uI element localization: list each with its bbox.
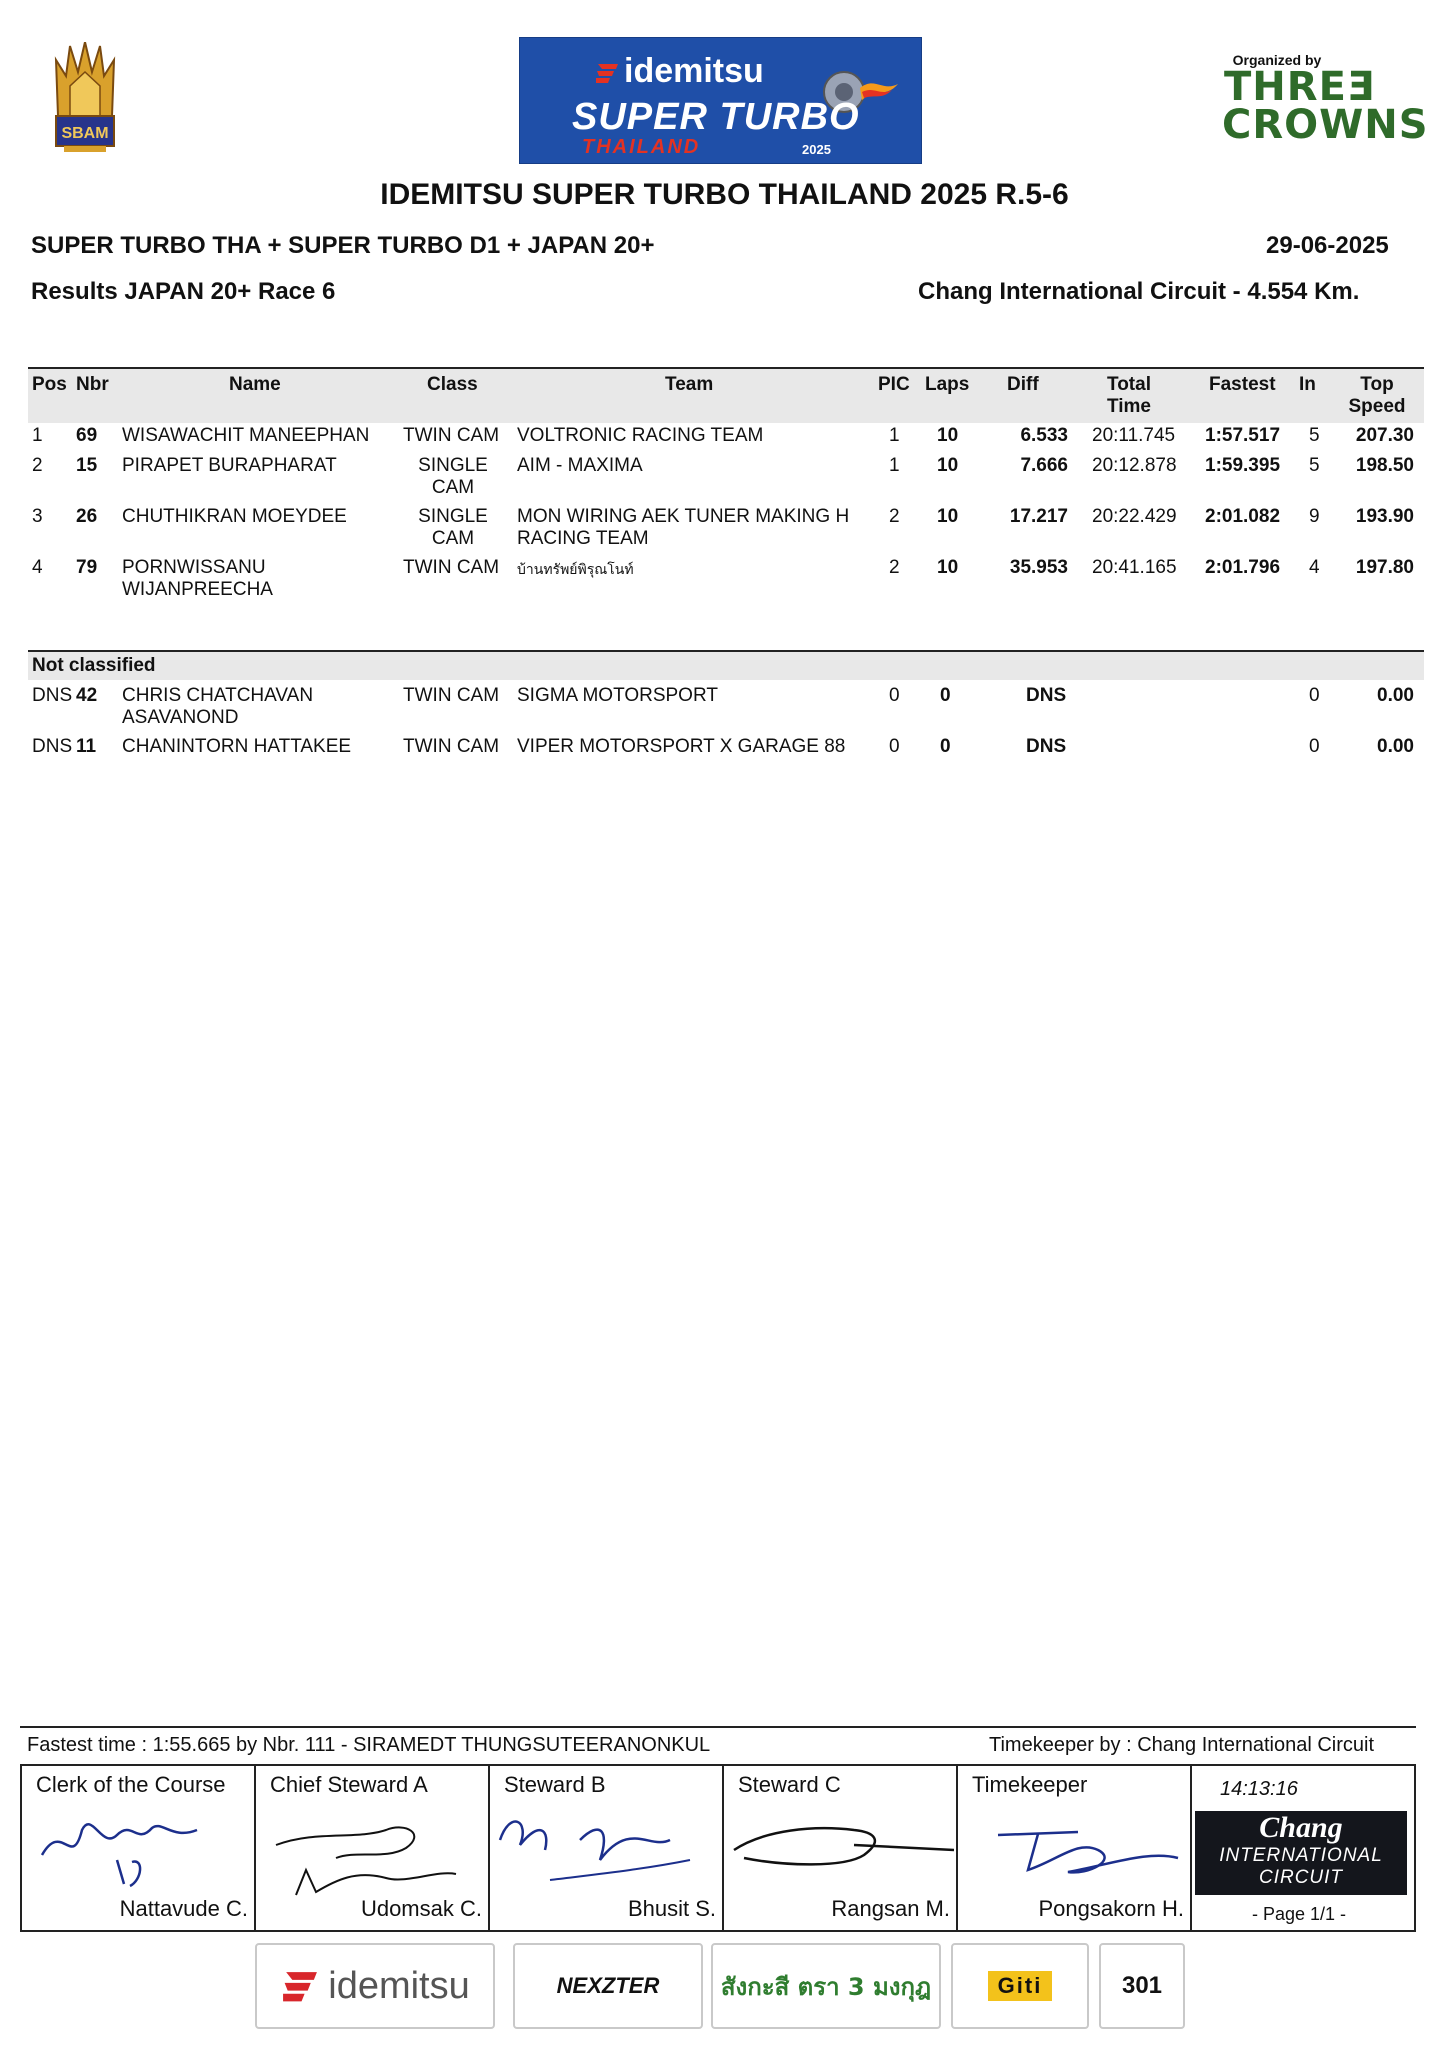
series-title: SUPER TURBO THA + SUPER TURBO D1 + JAPAN 20+ <box>31 232 655 259</box>
cell-laps: 10 <box>937 506 959 527</box>
cell-pos: 4 <box>32 557 43 578</box>
cell-pos: 2 <box>32 455 43 476</box>
cell-pos: 3 <box>32 506 43 527</box>
chang-logo-line3: CIRCUIT <box>1258 1867 1344 1888</box>
cell-laps: 10 <box>937 455 959 476</box>
official-role: Chief Steward A <box>270 1772 428 1797</box>
cell-team-line2: RACING TEAM <box>517 528 649 549</box>
not-classified-bar <box>28 650 1424 680</box>
cell-team: บ้านทรัพย์พิรุณโนท์ <box>517 562 634 578</box>
cell-nbr: 79 <box>76 557 98 578</box>
cell-name-line2: ASAVANOND <box>122 707 239 728</box>
cell-total: 20:11.745 <box>1092 425 1176 446</box>
official-name: Pongsakorn H. <box>1038 1896 1184 1921</box>
sponsor-three-crown-logo <box>711 1943 941 2029</box>
sponsor-name: Giti <box>988 1971 1053 2001</box>
cell-top-speed: 207.30 <box>1355 425 1414 446</box>
cell-laps: 10 <box>937 557 959 578</box>
sbam-seal-logo <box>52 42 118 154</box>
sponsor-name: idemitsu <box>328 1964 470 2007</box>
official-role: Steward C <box>738 1772 841 1797</box>
cell-name: PIRAPET BURAPHARAT <box>122 455 337 476</box>
cell-diff: 7.666 <box>1020 455 1068 476</box>
timekeeper-by: Timekeeper by : Chang International Circuit <box>989 1734 1374 1756</box>
cell-laps: 10 <box>937 425 959 446</box>
header-pic: PIC <box>878 374 910 395</box>
cell-nbr: 11 <box>76 736 97 757</box>
cell-class: TWIN CAM <box>403 736 500 757</box>
cell-class-line2: CAM <box>431 528 475 549</box>
cell-name: CHUTHIKRAN MOEYDEE <box>122 506 347 527</box>
sponsor-name: NEXZTER <box>556 1973 660 1998</box>
cell-team: VIPER MOTORSPORT X GARAGE 88 <box>517 736 846 757</box>
signature-cell-timekeeper <box>958 1766 1192 1930</box>
organizer-name-line2: CROWNS <box>1222 102 1429 148</box>
logo-brand: idemitsu <box>624 52 764 90</box>
cell-name: CHRIS CHATCHAVAN <box>122 685 314 706</box>
not-classified-label: Not classified <box>32 655 156 676</box>
cell-diff: 35.953 <box>1009 557 1068 578</box>
signature-cell-clerk <box>22 1766 256 1930</box>
cell-top-speed: 197.80 <box>1355 557 1414 578</box>
header-pos: Pos <box>32 374 67 395</box>
official-name: Nattavude C. <box>119 1896 248 1921</box>
sponsor-301-logo <box>1099 1943 1185 2029</box>
cell-pic: 2 <box>889 506 900 527</box>
cell-team: AIM - MAXIMA <box>517 455 643 476</box>
organizer-name-line1: THREƎ <box>1224 64 1376 110</box>
event-date: 29-06-2025 <box>1266 232 1389 259</box>
cell-total: 20:12.878 <box>1092 455 1177 476</box>
header-diff: Diff <box>1007 374 1039 395</box>
sponsor-idemitsu-logo <box>255 1943 495 2029</box>
signature-cell-steward-c <box>724 1766 958 1930</box>
cell-pos: 1 <box>32 425 43 446</box>
cell-name: PORNWISSANU <box>122 557 266 578</box>
header-laps: Laps <box>925 374 970 395</box>
header-nbr: Nbr <box>76 374 109 395</box>
handwritten-signature <box>958 1800 1188 1900</box>
header-fastest: Fastest <box>1209 374 1276 395</box>
signature-cell-chief-steward <box>256 1766 490 1930</box>
cell-class: SINGLE <box>418 506 488 527</box>
handwritten-signature <box>22 1800 252 1900</box>
seal-text: SBAM <box>61 125 109 142</box>
session-title: Results JAPAN 20+ Race 6 <box>31 278 336 305</box>
sponsor-giti-logo <box>951 1943 1089 2029</box>
cell-team: VOLTRONIC RACING TEAM <box>517 425 764 446</box>
super-turbo-logo <box>519 37 922 164</box>
cell-in: 9 <box>1309 506 1320 527</box>
header-top-line2: Speed <box>1348 396 1406 417</box>
cell-top-speed: 193.90 <box>1355 506 1414 527</box>
handwritten-signature <box>256 1800 486 1910</box>
cell-pic: 2 <box>889 557 900 578</box>
cell-fastest: 1:57.517 <box>1205 425 1281 446</box>
sponsor-nexzter-logo <box>513 1943 703 2029</box>
cell-nbr: 69 <box>76 425 98 446</box>
idemitsu-mark-icon <box>594 60 620 86</box>
chang-circuit-logo <box>1195 1811 1407 1895</box>
cell-laps: 0 <box>940 685 951 706</box>
logo-event-line1: SUPER TURBO <box>572 96 860 138</box>
sponsor-name: สังกะสี ตรา 3 มงกุฎ <box>720 1972 932 2001</box>
header-in: In <box>1299 374 1316 395</box>
cell-top-speed: 0.00 <box>1377 736 1414 757</box>
official-name: Rangsan M. <box>831 1896 950 1921</box>
cell-in: 4 <box>1309 557 1320 578</box>
cell-diff: 17.217 <box>1009 506 1068 527</box>
cell-name: WISAWACHIT MANEEPHAN <box>122 425 370 446</box>
logo-event-line2: THAILAND <box>582 136 701 158</box>
cell-fastest: 2:01.796 <box>1205 557 1281 578</box>
cell-top-speed: 0.00 <box>1377 685 1414 706</box>
cell-team: MON WIRING AEK TUNER MAKING H <box>517 506 850 527</box>
cell-in: 0 <box>1309 736 1320 757</box>
chang-logo-line1: Chang <box>1259 1811 1343 1844</box>
header-total-line2: Time <box>1106 396 1151 417</box>
cell-total: 20:41.165 <box>1092 557 1177 578</box>
header-team: Team <box>665 374 714 395</box>
cell-name-line2: WIJANPREECHA <box>122 579 273 600</box>
cell-in: 5 <box>1309 455 1320 476</box>
cell-pic: 0 <box>889 685 900 706</box>
cell-name: CHANINTORN HATTAKEE <box>122 736 352 757</box>
header-top-line1: Top <box>1360 374 1394 395</box>
cell-pos: DNS <box>32 685 73 706</box>
header-name: Name <box>229 374 281 395</box>
cell-pic: 1 <box>889 425 900 446</box>
print-time: 14:13:16 <box>1220 1778 1298 1800</box>
header-class: Class <box>427 374 478 395</box>
cell-fastest: 1:59.395 <box>1205 455 1281 476</box>
event-title: IDEMITSU SUPER TURBO THAILAND 2025 R.5-6 <box>380 178 1069 211</box>
cell-diff: 6.533 <box>1020 425 1068 446</box>
official-role: Steward B <box>504 1772 606 1797</box>
sponsor-name: 301 <box>1121 1972 1163 1999</box>
circuit-name: Chang International Circuit - 4.554 Km. <box>918 278 1360 305</box>
handwritten-signature <box>724 1800 954 1900</box>
cell-nbr: 26 <box>76 506 98 527</box>
cell-diff: DNS <box>1026 736 1067 757</box>
cell-total: 20:22.429 <box>1092 506 1177 527</box>
footer-divider <box>20 1726 1416 1728</box>
official-role: Clerk of the Course <box>36 1772 226 1797</box>
cell-fastest: 2:01.082 <box>1205 506 1281 527</box>
cell-nbr: 15 <box>76 455 98 476</box>
cell-class: TWIN CAM <box>403 557 500 578</box>
cell-pos: DNS <box>32 736 73 757</box>
cell-pic: 0 <box>889 736 900 757</box>
official-name: Udomsak C. <box>360 1896 482 1921</box>
logo-year: 2025 <box>802 142 831 157</box>
organizer-block <box>1222 52 1429 148</box>
cell-in: 5 <box>1309 425 1320 446</box>
organizer-label: Organized by <box>1232 52 1322 68</box>
page-number: - Page 1/1 - <box>1252 1904 1347 1924</box>
fastest-time-line: Fastest time : 1:55.665 by Nbr. 111 - SIRAMEDT THUNGSUTEERANONKUL <box>27 1734 711 1756</box>
signature-cell-steward-b <box>490 1766 724 1930</box>
header-total-line1: Total <box>1107 374 1151 395</box>
cell-in: 0 <box>1309 685 1320 706</box>
cell-diff: DNS <box>1026 685 1067 706</box>
chang-logo-line2: INTERNATIONAL <box>1219 1845 1383 1866</box>
cell-class: SINGLE <box>418 455 488 476</box>
handwritten-signature <box>490 1800 720 1900</box>
cell-team: SIGMA MOTORSPORT <box>517 685 718 706</box>
cell-nbr: 42 <box>76 685 98 706</box>
official-name: Bhusit S. <box>627 1896 716 1921</box>
cell-pic: 1 <box>889 455 900 476</box>
cell-laps: 0 <box>940 736 951 757</box>
cell-class: TWIN CAM <box>403 425 500 446</box>
cell-class-line2: CAM <box>431 477 475 498</box>
cell-class: TWIN CAM <box>403 685 500 706</box>
idemitsu-mark-icon <box>280 1966 320 2006</box>
cell-top-speed: 198.50 <box>1355 455 1414 476</box>
official-role: Timekeeper <box>972 1772 1088 1797</box>
